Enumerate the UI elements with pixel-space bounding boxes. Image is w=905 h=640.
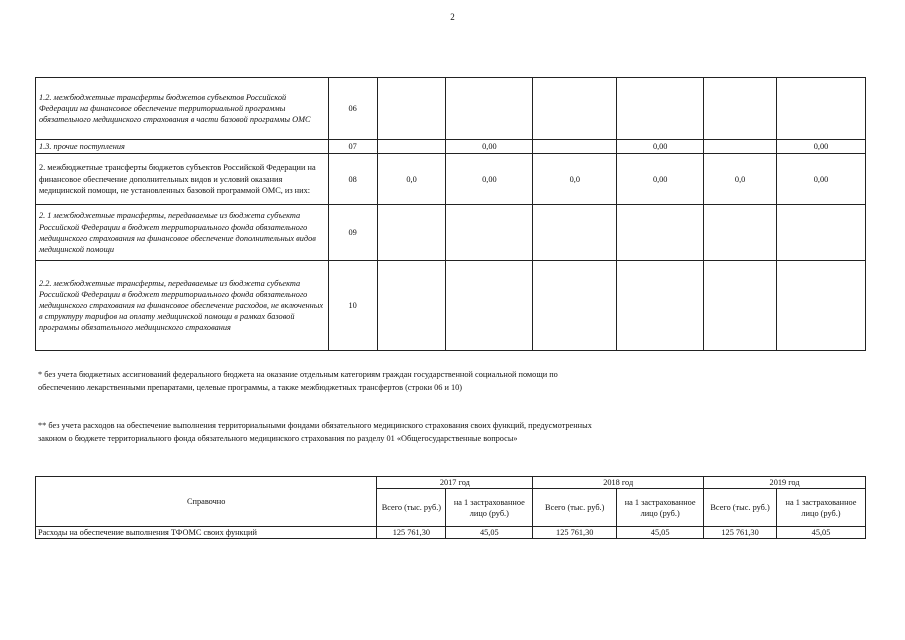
value-cell: 0,00 [617,154,704,205]
row-code: 08 [328,154,377,205]
value-cell [446,261,533,351]
row-code: 10 [328,261,377,351]
reference-header-label: Справочно [36,477,377,527]
row-label: 1.2. межбюджетные трансферты бюджетов субъектов Российской Федерации на финансовое обеспечение территориальной программы обязательного медицинского страхования в части базовой программы ОМС [36,78,329,140]
value-cell [777,205,866,261]
value-cell [777,261,866,351]
reference-table [35,476,866,539]
reference-cell: 125 761,30 [377,527,446,539]
value-cell [533,261,617,351]
value-cell [446,205,533,261]
row-label: 1.3. прочие поступления [36,140,329,154]
table-row [36,78,866,140]
reference-cell: 45,05 [617,527,704,539]
sub-header: на 1 застрахованное лицо (руб.) [446,489,533,527]
row-code: 07 [328,140,377,154]
value-cell [377,78,446,140]
reference-cell: 125 761,30 [704,527,777,539]
value-cell: 0,0 [377,154,446,205]
footnote-1: * без учета бюджетных ассигнований федерального бюджета на оказание отдельным категориям граждан государственной социальной помощи по обеспечению лекарственными препаратами, целевые программы, а также межбюджетных трансфертов (строки 06 и 10) [38,370,558,392]
value-cell: 0,00 [446,154,533,205]
value-cell [533,78,617,140]
table-row [36,154,866,205]
year-header-2017: 2017 год [377,477,533,489]
footnote-2: ** без учета расходов на обеспечение выполнения территориальными фондами обязательного медицинского страхования своих функций, предусмотренных законом о бюджете территориального фонда обязательного медицинского страхования по разделу 01 «Общегосударственные вопросы» [38,421,592,443]
main-table [35,77,866,351]
value-cell [617,78,704,140]
year-header-2018: 2018 год [533,477,704,489]
value-cell: 0,0 [533,154,617,205]
sub-header: Всего (тыс. руб.) [704,489,777,527]
value-cell [704,140,777,154]
row-label: 2.2. межбюджетные трансферты, передаваемые из бюджета субъекта Российской Федерации в бюджет территориального фонда обязательного медицинского страхования на финансовое обеспечение расходов, не включенных в структуру тарифов на оплату медицинской помощи в рамках базовой программы обязательного медицинского страхования [36,261,329,351]
sub-header: Всего (тыс. руб.) [533,489,617,527]
row-code: 09 [328,205,377,261]
table-row [36,205,866,261]
value-cell [617,205,704,261]
value-cell [377,261,446,351]
value-cell: 0,00 [617,140,704,154]
row-code: 06 [328,78,377,140]
table-row [36,261,866,351]
reference-cell: 45,05 [777,527,866,539]
value-cell [533,205,617,261]
sub-header: на 1 застрахованное лицо (руб.) [777,489,866,527]
sub-header: Всего (тыс. руб.) [377,489,446,527]
value-cell [377,205,446,261]
page-number: 2 [450,12,455,22]
value-cell: 0,00 [777,140,866,154]
value-cell [704,261,777,351]
value-cell [704,205,777,261]
reference-cell: 45,05 [446,527,533,539]
year-header-2019: 2019 год [704,477,866,489]
value-cell [617,261,704,351]
value-cell: 0,0 [704,154,777,205]
value-cell: 0,00 [446,140,533,154]
value-cell [446,78,533,140]
row-label: 2. межбюджетные трансферты бюджетов субъектов Российской Федерации на финансовое обеспечение дополнительных видов и условий оказания медицинской помощи, не установленных базовой программой ОМС, из них: [36,154,329,205]
value-cell: 0,00 [777,154,866,205]
value-cell [704,78,777,140]
row-label: 2. 1 межбюджетные трансферты, передаваемые из бюджета субъекта Российской Федерации в бюджет территориального фонда обязательного медицинского страхования на финансовое обеспечение дополнительных видов медицинской помощи [36,205,329,261]
value-cell [777,78,866,140]
value-cell [533,140,617,154]
reference-row-label: Расходы на обеспечение выполнения ТФОМС своих функций [36,527,377,539]
value-cell [377,140,446,154]
table-row [36,140,866,154]
sub-header: на 1 застрахованное лицо (руб.) [617,489,704,527]
reference-cell: 125 761,30 [533,527,617,539]
